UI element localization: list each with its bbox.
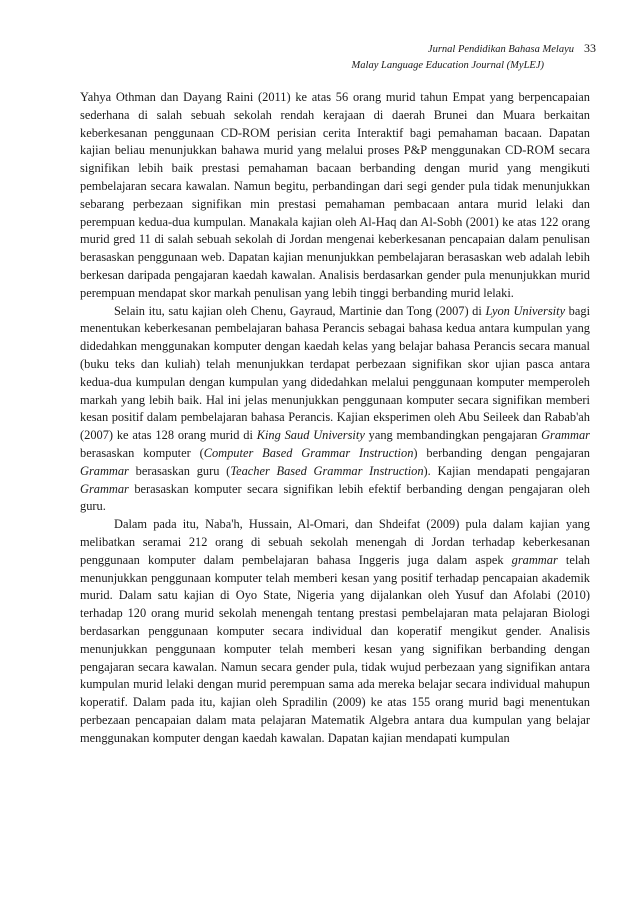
article-body <box>80 89 590 747</box>
italic-term: Teacher Based Grammar Instruction <box>230 463 424 478</box>
paragraph-text: Yahya Othman dan Dayang Raini (2011) ke atas 56 orang murid tahun Empat yang berpencapaian sederhana di salah sebuah sekolah rendah kerajaan di daerah Brunei dan Muara berkaitan keberkesanan penggunaan CD-ROM perisian cerita Interaktif bagi pemahaman bacaan. Dapatan kajian beliau menunjukkan bahawa murid yang melalui proses P&P menggunakan CD-ROM secara signifikan lebih baik prestasi pemahaman bacaan berbanding dengan murid yang mengikuti pembelajaran secara kawalan. Namun begitu, perbandingan dari segi gender pula tidak menunjukkan sebarang perbezaan signifikan min prestasi pemahaman pembacaan antara murid lelaki dan perempuan kedua-dua kumpulan. Manakala kajian oleh Al-Haq dan Al-Sobh (2001) ke atas 122 orang murid gred 11 di salah sebuah sekolah di Jordan mengenai keberkesanan pencapaian dalam penulisan berasaskan penggunaan web. Dapatan kajian menunjukkan pembelajaran berasaskan web adalah lebih berkesan daripada pengajaran kaedah kawalan. Analisis berdasarkan gender pula menunjukkan murid perempuan mendapat skor markah penulisan yang lebih tinggi berbanding murid lelaki. <box>80 90 590 300</box>
italic-term: Lyon University <box>485 303 566 318</box>
journal-title-english: Malay Language Education Journal (MyLEJ) <box>351 60 544 71</box>
paragraph-text: Selain itu, satu kajian oleh Chenu, Gayraud, Martinie dan Tong (2007) di <box>114 303 486 318</box>
paragraph-text: bagi menentukan keberkesanan pembelajaran bahasa Perancis sebagai bahasa kedua antara kumpulan yang didedahkan menggunakan komputer dengan kaedah kelas yang belajar bahasa Perancis secara manual (buku teks dan kuliah) telah menunjukkan terdapat perbezaan signifikan skor ujian pasca antara kedua-dua kumpulan dengan kumpulan yang didedahkan melalui penggunaan komputer memperoleh markah yang lebih baik. Hal ini jelas menunjukkan penggunaan komputer secara signifikan memberi kesan positif dalam pembelajaran bahasa Perancis. Kajian eksperimen oleh Abu Seileek dan Rabab'ah (2007) ke atas 128 orang murid di <box>80 303 591 443</box>
paragraph-text: Dalam pada itu, Naba'h, Hussain, Al-Omari, dan Shdeifat (2009) pula dalam kajian yang melibatkan seramai 212 orang di sebuah sekolah menengah di Jordan terhadap keberkesanan penggunaan komputer dalam pembelajaran bahasa Inggeris juga dalam aspek <box>80 517 590 567</box>
italic-term: grammar <box>511 552 558 567</box>
paragraph-text: ) berbanding dengan pengajaran <box>413 445 590 460</box>
body-paragraph <box>80 303 590 517</box>
journal-title-malay: Jurnal Pendidikan Bahasa Melayu <box>427 44 574 55</box>
paragraph-text: berasaskan komputer secara signifikan lebih efektif berbanding dengan pengajaran oleh guru. <box>80 481 590 514</box>
italic-term: Computer Based Grammar Instruction <box>203 445 414 460</box>
paragraph-text: berasaskan komputer ( <box>80 445 204 460</box>
running-header <box>296 40 596 74</box>
paragraph-text: yang membandingkan pengajaran <box>364 428 542 443</box>
paragraph-text: berasaskan guru ( <box>128 463 231 478</box>
body-paragraph <box>80 89 590 303</box>
header-line-1 <box>296 40 596 58</box>
italic-term: King Saud University <box>256 428 365 443</box>
body-paragraph <box>80 516 590 747</box>
paragraph-text: ). Kajian mendapati pengajaran <box>423 463 590 478</box>
paragraph-text: telah menunjukkan penggunaan komputer telah memberi kesan yang positif terhadap pencapaian akademik murid. Dalam satu kajian di Oyo State, Nigeria yang dijalankan oleh Yusuf dan Afolabi (2010) terhadap 120 orang murid sekolah menengah tentang prestasi pembelajaran mata pelajaran Biologi berdasarkan penggunaan komputer secara individual dan koperatif mengikut gender. Analisis menunjukkan penggunaan komputer telah memberi kesan yang signifikan berbanding dengan pengajaran secara kawalan. Namun secara gender pula, tidak wujud perbezaan yang signifikan antara kumpulan murid lelaki dengan murid perempuan sama ada mereka belajar secara individual mahupun koperatif. Dalam pada itu, kajian oleh Spradilin (2009) ke atas 155 orang murid bagi menentukan perbezaan pencapaian dalam mata pelajaran Matematik Algebra antara dua kumpulan yang belajar menggunakan komputer dengan kaedah kawalan. Dapatan kajian mendapati kumpulan <box>80 552 590 745</box>
italic-term: Grammar <box>80 463 129 478</box>
italic-term: Grammar <box>541 428 590 443</box>
italic-term: Grammar <box>80 481 129 496</box>
page-number: 33 <box>584 41 596 55</box>
